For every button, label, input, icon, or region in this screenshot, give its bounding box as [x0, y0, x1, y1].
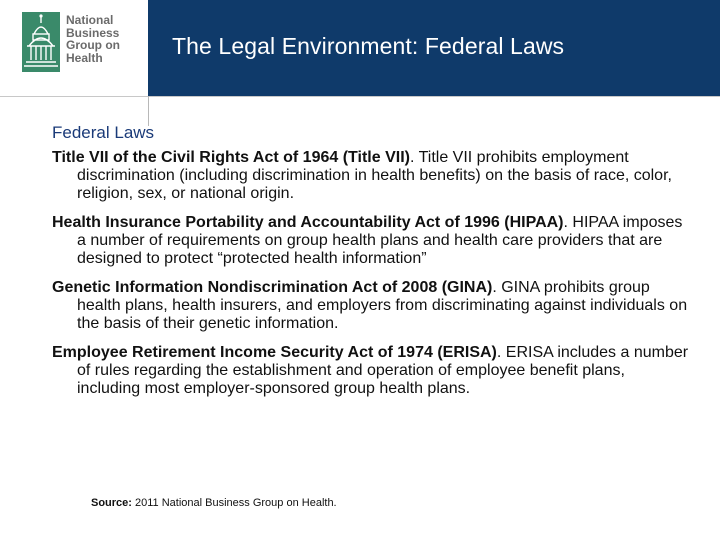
- section-heading: Federal Laws: [52, 123, 155, 142]
- law-description: . GINA prohibits group health plans, health insurers, and employers from discriminating against individuals on the basis of their genetic information.: [77, 279, 688, 332]
- law-item-gina: [52, 279, 692, 333]
- divider-vertical: [148, 96, 149, 126]
- header-bar: [0, 0, 720, 96]
- logo-line: National: [66, 13, 114, 27]
- divider-horizontal: [0, 96, 720, 97]
- source-note: [91, 497, 337, 509]
- law-description: . ERISA includes a number of rules regarding the establishment and operation of employee benefit plans, including most employer-sponsored group health plans.: [77, 344, 689, 397]
- law-description: . Title VII prohibits employment discrimination (including discrimination in health benefits) on the basis of race, color, religion, sex, or national origin.: [77, 149, 672, 202]
- law-item-erisa: [52, 344, 692, 398]
- law-description: . HIPAA imposes a number of requirements on group health plans and health care providers that are designed to protect “protected health information”: [77, 214, 683, 267]
- source-text: 2011 National Business Group on Health.: [131, 497, 337, 509]
- logo-line: Health: [66, 50, 103, 65]
- slide-content: [52, 123, 692, 409]
- logo-line: Group on: [66, 38, 120, 52]
- law-name: Title VII of the Civil Rights Act of 1964 (Title VII): [52, 149, 410, 166]
- law-name: Health Insurance Portability and Accountability Act of 1996 (HIPAA): [52, 214, 564, 231]
- law-item-title-vii: [52, 149, 692, 203]
- source-label: Source:: [91, 497, 132, 509]
- slide-title: The Legal Environment: Federal Laws: [172, 33, 565, 59]
- law-name: Employee Retirement Income Security Act of 1974 (ERISA): [52, 344, 497, 361]
- capitol-dome-icon: [22, 12, 60, 72]
- logo: [0, 0, 148, 96]
- law-name: Genetic Information Nondiscrimination Act of 2008 (GINA): [52, 279, 493, 296]
- logo-text: [66, 14, 120, 64]
- logo-line: Business: [66, 25, 120, 40]
- law-item-hipaa: [52, 214, 692, 268]
